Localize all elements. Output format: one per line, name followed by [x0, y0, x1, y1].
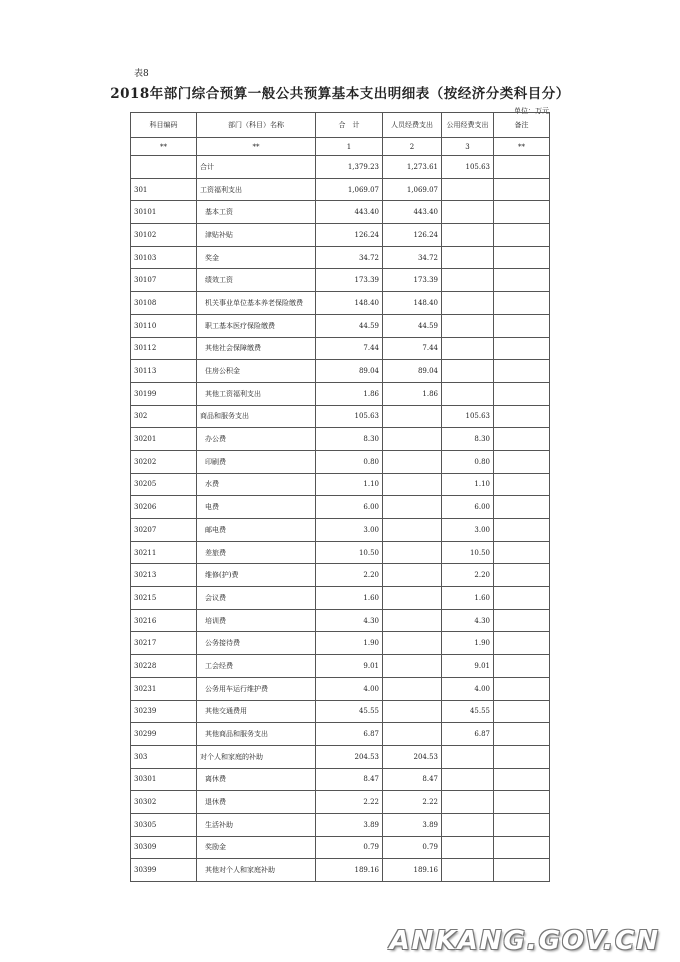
row-note-cell	[494, 360, 550, 383]
row-name-cell: 职工基本医疗保险缴费	[197, 314, 316, 337]
row-note-cell	[494, 655, 550, 678]
row-personnel-cell	[383, 723, 442, 746]
row-total-cell: 4.00	[316, 677, 383, 700]
row-public-cell: 105.63	[442, 156, 494, 179]
row-code-cell: 30231	[131, 677, 197, 700]
row-code-cell: 30211	[131, 541, 197, 564]
row-total-cell: 2.22	[316, 791, 383, 814]
row-public-cell: 1.90	[442, 632, 494, 655]
row-code-cell: 30239	[131, 700, 197, 723]
row-personnel-cell: 8.47	[383, 768, 442, 791]
row-total-cell: 189.16	[316, 859, 383, 882]
row-total-cell: 44.59	[316, 314, 383, 337]
row-code-cell: 30228	[131, 655, 197, 678]
row-personnel-cell: 126.24	[383, 224, 442, 247]
row-total-cell: 6.87	[316, 723, 383, 746]
table-row	[131, 428, 550, 451]
table-row	[131, 473, 550, 496]
table-row	[131, 723, 550, 746]
row-personnel-cell	[383, 405, 442, 428]
row-public-cell	[442, 768, 494, 791]
row-name-cell: 奖励金	[197, 836, 316, 859]
table-row	[131, 337, 550, 360]
row-note-cell	[494, 564, 550, 587]
row-code-cell: 30202	[131, 450, 197, 473]
row-note-cell	[494, 677, 550, 700]
row-personnel-cell	[383, 677, 442, 700]
row-public-cell	[442, 314, 494, 337]
row-personnel-cell	[383, 564, 442, 587]
row-name-cell: 差旅费	[197, 541, 316, 564]
row-note-cell	[494, 519, 550, 542]
column-header-note: 备注	[494, 113, 550, 138]
row-name-cell: 基本工资	[197, 201, 316, 224]
row-name-cell: 机关事业单位基本养老保险缴费	[197, 292, 316, 315]
row-public-cell	[442, 859, 494, 882]
table-row	[131, 496, 550, 519]
row-public-cell	[442, 745, 494, 768]
row-total-cell: 7.44	[316, 337, 383, 360]
row-code-cell: 30216	[131, 609, 197, 632]
row-public-cell: 4.00	[442, 677, 494, 700]
row-code-cell: 30113	[131, 360, 197, 383]
row-code-cell: 30199	[131, 382, 197, 405]
row-public-cell: 1.10	[442, 473, 494, 496]
watermark-logo: ANKANG.GOV.CN	[389, 926, 660, 956]
index-cell: 3	[442, 138, 494, 156]
row-name-cell: 生活补助	[197, 813, 316, 836]
row-name-cell: 绩效工资	[197, 269, 316, 292]
row-name-cell: 工资福利支出	[197, 178, 316, 201]
row-code-cell: 30205	[131, 473, 197, 496]
row-total-cell: 4.30	[316, 609, 383, 632]
row-total-cell: 9.01	[316, 655, 383, 678]
row-public-cell: 10.50	[442, 541, 494, 564]
row-code-cell: 30302	[131, 791, 197, 814]
row-personnel-cell	[383, 700, 442, 723]
row-public-cell	[442, 292, 494, 315]
row-name-cell: 奖金	[197, 246, 316, 269]
table-row	[131, 677, 550, 700]
row-code-cell: 30301	[131, 768, 197, 791]
row-name-cell: 维修(护)费	[197, 564, 316, 587]
table-row	[131, 246, 550, 269]
row-personnel-cell: 173.39	[383, 269, 442, 292]
table-row	[131, 859, 550, 882]
row-public-cell	[442, 224, 494, 247]
row-public-cell: 9.01	[442, 655, 494, 678]
row-personnel-cell	[383, 655, 442, 678]
row-name-cell: 商品和服务支出	[197, 405, 316, 428]
column-header-personnel: 人员经费支出	[383, 113, 442, 138]
row-code-cell: 30309	[131, 836, 197, 859]
index-cell: 2	[383, 138, 442, 156]
row-public-cell: 6.87	[442, 723, 494, 746]
table-row	[131, 360, 550, 383]
row-code-cell: 30213	[131, 564, 197, 587]
row-note-cell	[494, 700, 550, 723]
table-row	[131, 768, 550, 791]
table-number-label: 表8	[134, 69, 149, 79]
row-public-cell	[442, 269, 494, 292]
row-personnel-cell: 44.59	[383, 314, 442, 337]
table-row	[131, 632, 550, 655]
row-name-cell: 会议费	[197, 587, 316, 610]
row-personnel-cell	[383, 496, 442, 519]
row-code-cell: 302	[131, 405, 197, 428]
table-row	[131, 745, 550, 768]
row-total-cell: 1.86	[316, 382, 383, 405]
row-code-cell	[131, 156, 197, 179]
row-personnel-cell: 1,069.07	[383, 178, 442, 201]
row-total-cell: 1.90	[316, 632, 383, 655]
row-public-cell	[442, 178, 494, 201]
row-code-cell: 30305	[131, 813, 197, 836]
row-personnel-cell	[383, 519, 442, 542]
column-header-name: 部门（科目）名称	[197, 113, 316, 138]
row-total-cell: 89.04	[316, 360, 383, 383]
row-personnel-cell: 2.22	[383, 791, 442, 814]
row-public-cell: 8.30	[442, 428, 494, 451]
row-note-cell	[494, 609, 550, 632]
row-name-cell: 水费	[197, 473, 316, 496]
document-title: 2018年部门综合预算一般公共预算基本支出明细表（按经济分类科目分）	[110, 86, 570, 102]
row-personnel-cell	[383, 632, 442, 655]
row-public-cell: 6.00	[442, 496, 494, 519]
table-row	[131, 156, 550, 179]
table-row	[131, 791, 550, 814]
row-total-cell: 1.10	[316, 473, 383, 496]
row-public-cell: 3.00	[442, 519, 494, 542]
row-total-cell: 443.40	[316, 201, 383, 224]
row-total-cell: 1,069.07	[316, 178, 383, 201]
index-cell: **	[197, 138, 316, 156]
table-row	[131, 314, 550, 337]
row-code-cell: 30112	[131, 337, 197, 360]
row-name-cell: 津贴补贴	[197, 224, 316, 247]
row-total-cell: 148.40	[316, 292, 383, 315]
row-public-cell: 0.80	[442, 450, 494, 473]
row-public-cell	[442, 360, 494, 383]
row-personnel-cell: 1,273.61	[383, 156, 442, 179]
row-code-cell: 30215	[131, 587, 197, 610]
row-note-cell	[494, 768, 550, 791]
table-row	[131, 224, 550, 247]
row-note-cell	[494, 791, 550, 814]
row-public-cell: 4.30	[442, 609, 494, 632]
expenditure-table	[130, 112, 550, 882]
row-name-cell: 其他对个人和家庭补助	[197, 859, 316, 882]
row-public-cell: 1.60	[442, 587, 494, 610]
row-code-cell: 30201	[131, 428, 197, 451]
row-name-cell: 其他商品和服务支出	[197, 723, 316, 746]
header-row	[131, 113, 550, 138]
row-total-cell: 10.50	[316, 541, 383, 564]
table-row	[131, 587, 550, 610]
index-cell: **	[131, 138, 197, 156]
column-header-code: 科目编码	[131, 113, 197, 138]
row-total-cell: 1,379.23	[316, 156, 383, 179]
row-code-cell: 30299	[131, 723, 197, 746]
row-personnel-cell: 34.72	[383, 246, 442, 269]
table-row	[131, 201, 550, 224]
row-total-cell: 3.89	[316, 813, 383, 836]
row-public-cell	[442, 791, 494, 814]
row-total-cell: 204.53	[316, 745, 383, 768]
row-code-cell: 30217	[131, 632, 197, 655]
row-total-cell: 2.20	[316, 564, 383, 587]
table-row	[131, 813, 550, 836]
row-note-cell	[494, 587, 550, 610]
row-code-cell: 30103	[131, 246, 197, 269]
row-note-cell	[494, 224, 550, 247]
row-name-cell: 公务接待费	[197, 632, 316, 655]
row-total-cell: 105.63	[316, 405, 383, 428]
row-note-cell	[494, 337, 550, 360]
row-note-cell	[494, 246, 550, 269]
row-note-cell	[494, 178, 550, 201]
row-public-cell: 105.63	[442, 405, 494, 428]
row-total-cell: 126.24	[316, 224, 383, 247]
table-row	[131, 700, 550, 723]
row-total-cell: 1.60	[316, 587, 383, 610]
row-public-cell	[442, 201, 494, 224]
row-name-cell: 办公费	[197, 428, 316, 451]
row-public-cell: 2.20	[442, 564, 494, 587]
table-row	[131, 292, 550, 315]
row-code-cell: 30101	[131, 201, 197, 224]
row-name-cell: 电费	[197, 496, 316, 519]
row-total-cell: 0.79	[316, 836, 383, 859]
row-name-cell: 退休费	[197, 791, 316, 814]
row-personnel-cell: 0.79	[383, 836, 442, 859]
row-note-cell	[494, 473, 550, 496]
row-public-cell	[442, 382, 494, 405]
row-personnel-cell	[383, 450, 442, 473]
row-note-cell	[494, 156, 550, 179]
table-row	[131, 655, 550, 678]
row-name-cell: 培训费	[197, 609, 316, 632]
row-public-cell: 45.55	[442, 700, 494, 723]
row-name-cell: 合计	[197, 156, 316, 179]
row-code-cell: 301	[131, 178, 197, 201]
table-row	[131, 450, 550, 473]
row-note-cell	[494, 201, 550, 224]
row-total-cell: 8.30	[316, 428, 383, 451]
table-row	[131, 269, 550, 292]
row-name-cell: 邮电费	[197, 519, 316, 542]
row-public-cell	[442, 246, 494, 269]
row-personnel-cell	[383, 428, 442, 451]
row-code-cell: 30107	[131, 269, 197, 292]
unit-label: 单位：万元	[514, 107, 549, 115]
row-personnel-cell	[383, 541, 442, 564]
row-public-cell	[442, 836, 494, 859]
row-personnel-cell: 1.86	[383, 382, 442, 405]
row-total-cell: 6.00	[316, 496, 383, 519]
row-total-cell: 173.39	[316, 269, 383, 292]
index-cell: 1	[316, 138, 383, 156]
table-row	[131, 519, 550, 542]
table-row	[131, 836, 550, 859]
column-header-public: 公用经费支出	[442, 113, 494, 138]
row-name-cell: 印刷费	[197, 450, 316, 473]
column-header-total: 合 计	[316, 113, 383, 138]
table-row	[131, 564, 550, 587]
row-personnel-cell: 204.53	[383, 745, 442, 768]
table-row	[131, 382, 550, 405]
row-personnel-cell	[383, 609, 442, 632]
row-note-cell	[494, 292, 550, 315]
row-personnel-cell	[383, 473, 442, 496]
row-note-cell	[494, 405, 550, 428]
row-personnel-cell: 443.40	[383, 201, 442, 224]
row-note-cell	[494, 496, 550, 519]
row-total-cell: 34.72	[316, 246, 383, 269]
row-name-cell: 离休费	[197, 768, 316, 791]
row-total-cell: 0.80	[316, 450, 383, 473]
row-note-cell	[494, 813, 550, 836]
row-note-cell	[494, 269, 550, 292]
row-personnel-cell	[383, 587, 442, 610]
row-public-cell	[442, 813, 494, 836]
row-name-cell: 其他社会保障缴费	[197, 337, 316, 360]
row-personnel-cell: 189.16	[383, 859, 442, 882]
row-personnel-cell: 3.89	[383, 813, 442, 836]
row-code-cell: 303	[131, 745, 197, 768]
table-row	[131, 541, 550, 564]
row-note-cell	[494, 836, 550, 859]
table-row	[131, 609, 550, 632]
index-cell: **	[494, 138, 550, 156]
row-name-cell: 其他工资福利支出	[197, 382, 316, 405]
row-code-cell: 30102	[131, 224, 197, 247]
row-personnel-cell: 89.04	[383, 360, 442, 383]
table-row	[131, 405, 550, 428]
row-personnel-cell: 7.44	[383, 337, 442, 360]
table-row	[131, 178, 550, 201]
row-note-cell	[494, 632, 550, 655]
row-name-cell: 其他交通费用	[197, 700, 316, 723]
row-code-cell: 30206	[131, 496, 197, 519]
row-name-cell: 工会经费	[197, 655, 316, 678]
row-code-cell: 30399	[131, 859, 197, 882]
row-note-cell	[494, 382, 550, 405]
row-note-cell	[494, 745, 550, 768]
row-name-cell: 住房公积金	[197, 360, 316, 383]
row-total-cell: 45.55	[316, 700, 383, 723]
row-total-cell: 3.00	[316, 519, 383, 542]
index-row	[131, 138, 550, 156]
row-code-cell: 30207	[131, 519, 197, 542]
row-note-cell	[494, 314, 550, 337]
row-total-cell: 8.47	[316, 768, 383, 791]
row-note-cell	[494, 450, 550, 473]
row-public-cell	[442, 337, 494, 360]
row-code-cell: 30108	[131, 292, 197, 315]
row-name-cell: 公务用车运行维护费	[197, 677, 316, 700]
row-code-cell: 30110	[131, 314, 197, 337]
row-note-cell	[494, 541, 550, 564]
row-note-cell	[494, 723, 550, 746]
row-name-cell: 对个人和家庭的补助	[197, 745, 316, 768]
row-personnel-cell: 148.40	[383, 292, 442, 315]
row-note-cell	[494, 428, 550, 451]
row-note-cell	[494, 859, 550, 882]
